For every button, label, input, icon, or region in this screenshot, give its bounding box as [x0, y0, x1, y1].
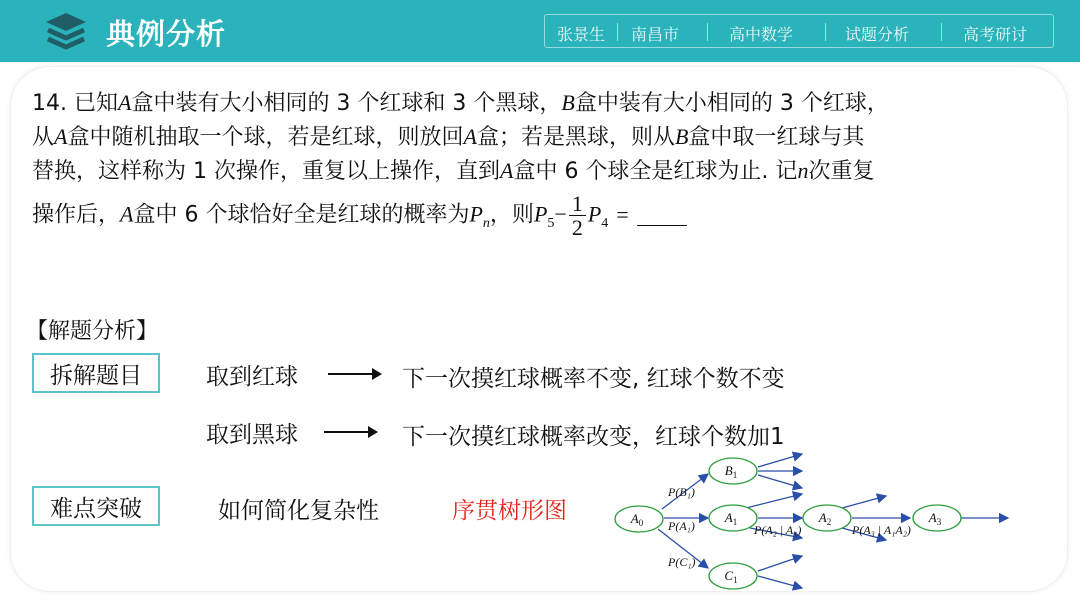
- nav-item-research[interactable]: 高考研讨: [963, 25, 1028, 44]
- tag-decompose: 拆解题目: [32, 353, 160, 393]
- problem-line-4: 操作后，A盒中 6 个球恰好全是红球的概率为$P_n$，则$P_5-$ $\frac{1}{2}$ $P_4$ =: [32, 192, 687, 239]
- answer-blank: [637, 206, 687, 226]
- nav-separator: [617, 23, 618, 41]
- svg-text:A1: $A_1$: [724, 510, 738, 527]
- row2-left-text: 取到黑球: [206, 422, 298, 448]
- svg-text:A2: $A_2$: [818, 510, 832, 527]
- problem-line-1: 14. 已知A盒中装有大小相同的 3 个红球和 3 个黑球，B盒中装有大小相同的 3 个红球，: [32, 90, 889, 116]
- row3-highlight-text: 序贯树形图: [452, 498, 567, 524]
- edge-label-pa3: P(A₃ | A₁A₂): [852, 523, 911, 537]
- header-bar: [0, 0, 1080, 62]
- edge-label-pa2: P(A₂ | A₁): [754, 523, 802, 537]
- nav-item-subject[interactable]: 高中数学: [729, 25, 794, 44]
- svg-text:A3: $A_3$: [928, 510, 942, 527]
- row1-left-text: 取到红球: [206, 364, 298, 390]
- nav-bar: [544, 14, 1054, 48]
- nav-item-city[interactable]: 南昌市: [631, 25, 680, 44]
- tag-difficulty: 难点突破: [32, 486, 160, 526]
- edge-label-pa1: P(A₁): [668, 519, 695, 533]
- arrow-right-icon: [328, 373, 380, 375]
- edge-label-pb1: P(B₁): [668, 485, 695, 499]
- edge-label-pc1: P(C₁): [668, 555, 696, 569]
- problem-line-3: 替换，这样称为 1 次操作，重复以上操作，直到A盒中 6 个球全是红球为止. 记n次重复: [32, 158, 875, 184]
- problem-line-2: 从A盒中随机抽取一个球，若是红球，则放回A盒；若是黑球，则从B盒中取一红球与其: [32, 124, 865, 150]
- svg-text:C1: $C_1$: [724, 568, 738, 585]
- svg-text:B1: $B_1$: [724, 463, 738, 480]
- section-title: 【解题分析】: [26, 319, 159, 344]
- fraction-one-half: $\frac{1}{2}$: [569, 192, 586, 239]
- row3-left-text: 如何简化复杂性: [218, 498, 379, 524]
- arrow-right-icon: [324, 431, 376, 433]
- row2-right-text: 下一次摸红球概率改变，红球个数加1: [402, 424, 785, 450]
- sequential-tree-diagram: [596, 444, 1080, 604]
- nav-separator: [825, 23, 826, 41]
- nav-item-author[interactable]: 张景生: [557, 25, 606, 44]
- row1-right-text: 下一次摸红球概率不变, 红球个数不变: [402, 366, 785, 392]
- layers-icon: [44, 11, 88, 53]
- nav-separator: [707, 23, 708, 41]
- nav-item-analysis[interactable]: 试题分析: [845, 25, 910, 44]
- nav-separator: [941, 23, 942, 41]
- svg-text:A0: $A_0$: [630, 511, 644, 528]
- page-title: 典例分析: [106, 17, 227, 51]
